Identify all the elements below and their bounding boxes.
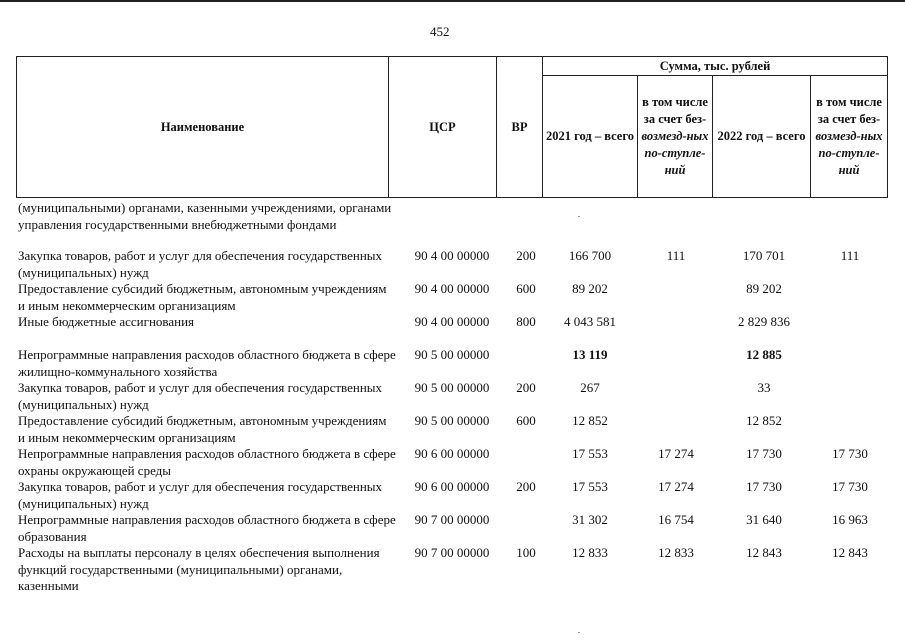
table-header — [16, 56, 888, 198]
row-2022-free: 111 — [840, 248, 860, 263]
header-2022-free — [811, 76, 888, 198]
header-2021-free — [638, 76, 713, 198]
row-2021-total: 13 119 — [572, 347, 608, 362]
row-2021-total: 31 302 — [572, 512, 608, 527]
row-vr: 200 — [516, 380, 536, 395]
top-border-line — [0, 0, 905, 2]
header-2021-total: 2021 год – всего — [543, 76, 638, 198]
row-2022-free: 17 730 — [832, 446, 868, 461]
row-2021-total: 12 852 — [572, 413, 608, 428]
table-row — [18, 446, 888, 479]
table-row — [18, 512, 888, 545]
header-2022-free-italic: возмезд-ных по-ступле-ний — [815, 129, 883, 177]
row-name: Непрограммные направления расходов областного бюджета в сфере жилищно-коммунального хозяйства — [18, 347, 396, 379]
row-2022-total — [716, 200, 812, 248]
header-name: Наименование — [17, 57, 389, 198]
table-row — [18, 248, 888, 281]
row-2021-total: 12 833 — [572, 545, 608, 560]
row-name: Закупка товаров, работ и услуг для обеспечения государственных (муниципальных) нужд — [18, 248, 383, 280]
scan-speck — [578, 216, 580, 217]
row-csr: 90 4 00 00000 — [414, 248, 490, 263]
row-csr: 90 7 00 00000 — [414, 512, 490, 527]
row-2022-total: 17 730 — [746, 446, 782, 461]
row-2022-free: 12 843 — [832, 545, 868, 560]
table-row — [18, 200, 888, 248]
header-2021-free-italic: возмезд-ных по-ступле-ний — [641, 129, 709, 177]
table-row — [18, 380, 888, 413]
table-row — [18, 413, 888, 446]
row-2021-total: 17 553 — [572, 479, 608, 494]
row-2021-free — [636, 380, 716, 413]
row-2021-total — [544, 200, 636, 248]
row-2021-free: 16 754 — [658, 512, 694, 527]
row-csr: 90 4 00 00000 — [414, 314, 490, 329]
header-sum-group: Сумма, тыс. рублей — [543, 57, 888, 76]
table-row — [18, 479, 888, 512]
row-2022-total: 33 — [757, 380, 771, 395]
header-csr: ЦСР — [389, 57, 497, 198]
row-2022-total: 2 829 836 — [738, 314, 790, 329]
row-name: Расходы на выплаты персоналу в целях обеспечения выполнения функций государственными (муниципальными) органами, казенными — [18, 545, 380, 593]
row-2021-free — [636, 281, 716, 314]
row-2022-free: 16 963 — [832, 512, 868, 527]
row-2021-free: 17 274 — [658, 479, 694, 494]
row-2021-total: 166 700 — [568, 248, 612, 263]
row-2021-total: 267 — [580, 380, 600, 395]
row-2022-total: 17 730 — [746, 479, 782, 494]
row-csr: 90 5 00 00000 — [414, 413, 490, 428]
row-vr: 200 — [516, 479, 536, 494]
table-row — [18, 314, 888, 347]
row-name: Иные бюджетные ассигнования — [18, 314, 195, 329]
page-number: 452 — [430, 24, 450, 39]
table-row — [18, 545, 888, 595]
header-vr: ВР — [497, 57, 543, 198]
row-2021-free — [636, 200, 716, 248]
header-2022-total: 2022 год – всего — [713, 76, 811, 198]
row-2021-total: 17 553 — [572, 446, 608, 461]
row-2022-free — [812, 200, 888, 248]
row-vr: 100 — [516, 545, 536, 560]
row-vr — [508, 512, 544, 545]
row-csr: 90 5 00 00000 — [414, 380, 490, 395]
budget-table-body — [18, 200, 888, 595]
row-vr: 600 — [516, 281, 536, 296]
row-vr — [508, 347, 544, 380]
row-2021-free: 12 833 — [658, 545, 694, 560]
row-csr: 90 6 00 00000 — [414, 479, 490, 494]
row-2022-free: 17 730 — [832, 479, 868, 494]
row-name: Закупка товаров, работ и услуг для обеспечения государственных (муниципальных) нужд — [18, 380, 383, 412]
row-2022-total: 170 701 — [742, 248, 786, 263]
row-name: Непрограммные направления расходов областного бюджета в сфере образования — [18, 512, 396, 544]
row-vr: 200 — [516, 248, 536, 263]
row-2022-total: 12 885 — [746, 347, 782, 362]
row-2021-free — [636, 413, 716, 446]
row-csr — [396, 200, 508, 248]
row-csr: 90 5 00 00000 — [414, 347, 490, 362]
row-csr: 90 6 00 00000 — [414, 446, 490, 461]
row-2022-free — [812, 413, 888, 446]
row-2021-free: 111 — [666, 248, 686, 263]
row-name: Непрограммные направления расходов областного бюджета в сфере охраны окружающей среды — [18, 446, 396, 478]
table-row — [18, 281, 888, 314]
row-2021-total: 4 043 581 — [564, 314, 616, 329]
row-2022-total: 31 640 — [746, 512, 782, 527]
row-name: Предоставление субсидий бюджетным, автономным учреждениям и иным некоммерческим организациям — [18, 413, 387, 445]
row-2021-free: 17 274 — [658, 446, 694, 461]
row-vr — [508, 446, 544, 479]
row-2022-total: 89 202 — [746, 281, 782, 296]
row-vr — [508, 200, 544, 248]
table-row — [18, 347, 888, 380]
row-name: (муниципальными) органами, казенными учреждениями, органами управления государственными внебюджетными фондами — [18, 200, 392, 232]
row-name: Предоставление субсидий бюджетным, автономным учреждениям и иным некоммерческим организациям — [18, 281, 387, 313]
row-2021-free — [636, 347, 716, 380]
row-2022-total: 12 852 — [746, 413, 782, 428]
row-vr: 800 — [516, 314, 536, 329]
row-2022-free — [812, 347, 888, 380]
row-2022-total: 12 843 — [746, 545, 782, 560]
row-csr: 90 4 00 00000 — [414, 281, 490, 296]
scan-speck — [578, 632, 580, 633]
row-2021-free — [636, 314, 716, 347]
row-2022-free — [812, 281, 888, 314]
row-2022-free — [812, 380, 888, 413]
row-csr: 90 7 00 00000 — [414, 545, 490, 560]
header-2022-free-top: в том числе за счет без- — [816, 95, 882, 126]
row-2021-total: 89 202 — [572, 281, 608, 296]
row-2022-free — [812, 314, 888, 347]
row-vr: 600 — [516, 413, 536, 428]
header-2021-free-top: в том числе за счет без- — [642, 95, 708, 126]
row-name: Закупка товаров, работ и услуг для обеспечения государственных (муниципальных) нужд — [18, 479, 383, 511]
